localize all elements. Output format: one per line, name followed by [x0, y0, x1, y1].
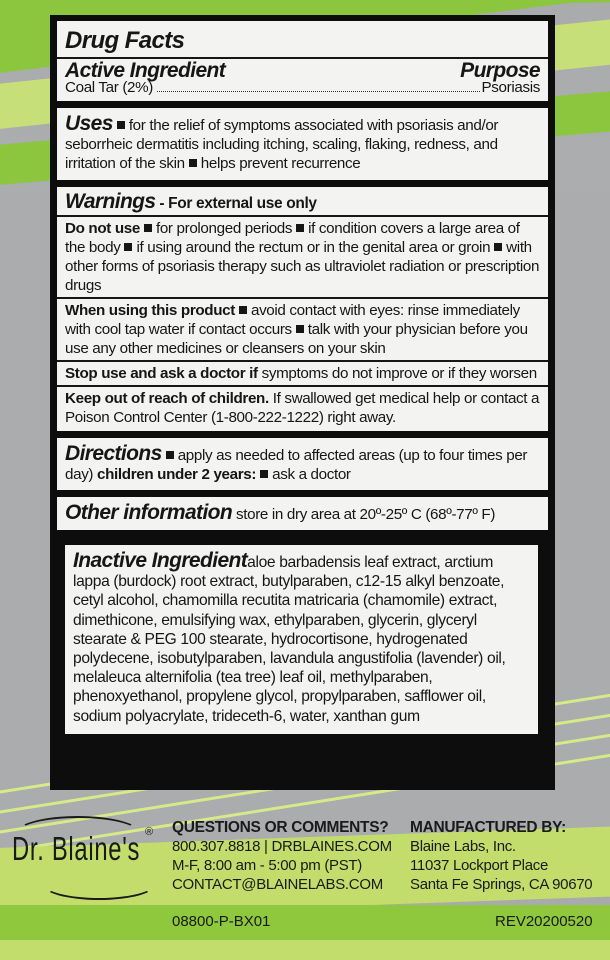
light-lime-wave	[0, 940, 610, 960]
do-not-use-section	[65, 219, 540, 295]
registered-mark: ®	[145, 826, 154, 838]
keep-out-label: Keep out of reach of children.	[65, 390, 269, 407]
do-not-use-item: if using around the rectum or in the genital area or groin	[136, 239, 491, 256]
active-ingredient: Coal Tar (2%)	[65, 79, 154, 96]
when-using-label: When using this product	[65, 302, 235, 319]
inactive-ingredient-frame	[57, 537, 548, 742]
bullet-icon	[260, 470, 268, 478]
stop-use-text: symptoms do not improve or if they worsen	[261, 365, 537, 382]
do-not-use-item: with other forms of psoriasis therapy such as ultraviolet radiation or prescription drugs	[65, 239, 540, 294]
other-information-header: Other information	[65, 501, 233, 524]
bullet-icon	[124, 243, 132, 251]
bullet-icon	[144, 224, 152, 232]
when-using-item: talk with your physician before you use any other medicines or cleansers on your skin	[65, 321, 528, 357]
do-not-use-item: for prolonged periods	[155, 220, 293, 237]
questions-header: QUESTIONS OR COMMENTS?	[172, 819, 389, 836]
bullet-icon	[189, 159, 197, 167]
active-ingredient-header: Active Ingredient	[65, 59, 226, 82]
uses-item: for the relief of symptoms associated with psoriasis and/or seborrheic dermatitis including itching, scaling, flaking, redness, and irritation of the skin	[65, 117, 499, 172]
revision-code: REV20200520	[495, 913, 593, 930]
questions-block	[172, 818, 392, 894]
other-information-text: store in dry area at 20º-25º C (68º-77º F)	[236, 506, 496, 523]
purpose: Psoriasis	[481, 79, 540, 96]
dr-blaines-logo	[12, 818, 162, 898]
manufacturer-city: Santa Fe Springs, CA 90670	[410, 876, 593, 893]
do-not-use-label: Do not use	[65, 220, 140, 237]
logo-arc-bottom	[42, 868, 156, 900]
divider	[57, 297, 548, 299]
product-code: 08800-P-BX01	[172, 913, 271, 930]
phone-web[interactable]: 800.307.8818 | DRBLAINES.COM	[172, 838, 392, 855]
bullet-icon	[296, 224, 304, 232]
directions-header: Directions	[65, 442, 162, 465]
keep-out-section	[65, 389, 540, 427]
hours: M-F, 8:00 am - 5:00 pm (PST)	[172, 857, 362, 874]
directions-box	[57, 438, 548, 490]
divider	[57, 360, 548, 362]
divider	[57, 215, 548, 217]
manufacturer-header: MANUFACTURED BY:	[410, 819, 566, 836]
warnings-header-row	[65, 192, 540, 213]
uses-item: helps prevent recurrence	[200, 155, 361, 172]
manufacturer-street: 11037 Lockport Place	[410, 857, 548, 874]
manufacturer-block	[410, 818, 592, 894]
bullet-icon	[166, 451, 174, 459]
manufacturer-name: Blaine Labs, Inc.	[410, 838, 516, 855]
bullet-icon	[296, 325, 304, 333]
contact-email[interactable]: CONTACT@BLAINELABS.COM	[172, 876, 383, 893]
bullet-icon	[239, 306, 247, 314]
warnings-subheader: - For external use only	[159, 195, 317, 212]
brand-name: Dr. Blaine's	[12, 830, 141, 867]
purpose-header: Purpose	[460, 59, 540, 82]
drug-facts-title: Drug Facts	[65, 27, 185, 54]
uses-header: Uses	[65, 112, 113, 135]
drug-facts-header-box	[57, 21, 548, 101]
children-item: ask a doctor	[272, 466, 351, 483]
leader-dots	[157, 91, 480, 92]
warnings-box	[57, 187, 548, 431]
do-not-use-item: if condition covers a large area of the body	[65, 220, 520, 256]
other-information-box	[57, 497, 548, 530]
keep-out-text: If swallowed get medical help or contact a Poison Control Center (1-800-222-1222) right away.	[65, 390, 540, 426]
bullet-icon	[494, 243, 502, 251]
stop-use-label: Stop use and ask a doctor if	[65, 365, 258, 382]
when-using-item: avoid contact with eyes: rinse immediately with cool tap water if contact occurs	[65, 302, 520, 338]
stop-use-section	[65, 364, 540, 383]
inactive-ingredient-box	[65, 545, 538, 734]
inactive-ingredient-text: aloe barbadensis leaf extract, arctium lappa (burdock) root extract, butylparaben, c12-15 alkyl benzoate, cetyl alcohol, chamomilla recutita matricaria (chamomile) extract, dimethicone, emulsifying wax, ethylparaben, glycerin, glyceryl stearate & PEG 100 stearate, hydrocortisone, hydrogenated polydecene, isobutylparaben, lavandula angustifolia (lavender) oil, melaleuca alternifolia (tea tree) leaf oil, methylparaben, phenoxyethanol, propylene glycol, propylparaben, safflower oil, sodium polyacrylate, trideceth-6, water, xanthan gum	[73, 554, 506, 725]
inactive-ingredient-header: Inactive Ingredient	[73, 549, 248, 572]
uses-box	[57, 108, 548, 180]
directions-item: apply as needed to affected areas (up to four times per day)	[65, 447, 528, 483]
warnings-header: Warnings	[65, 190, 156, 213]
divider	[57, 385, 548, 387]
drug-facts-panel	[50, 15, 555, 790]
bullet-icon	[117, 121, 125, 129]
children-label: children under 2 years:	[97, 466, 257, 483]
when-using-section	[65, 301, 540, 358]
